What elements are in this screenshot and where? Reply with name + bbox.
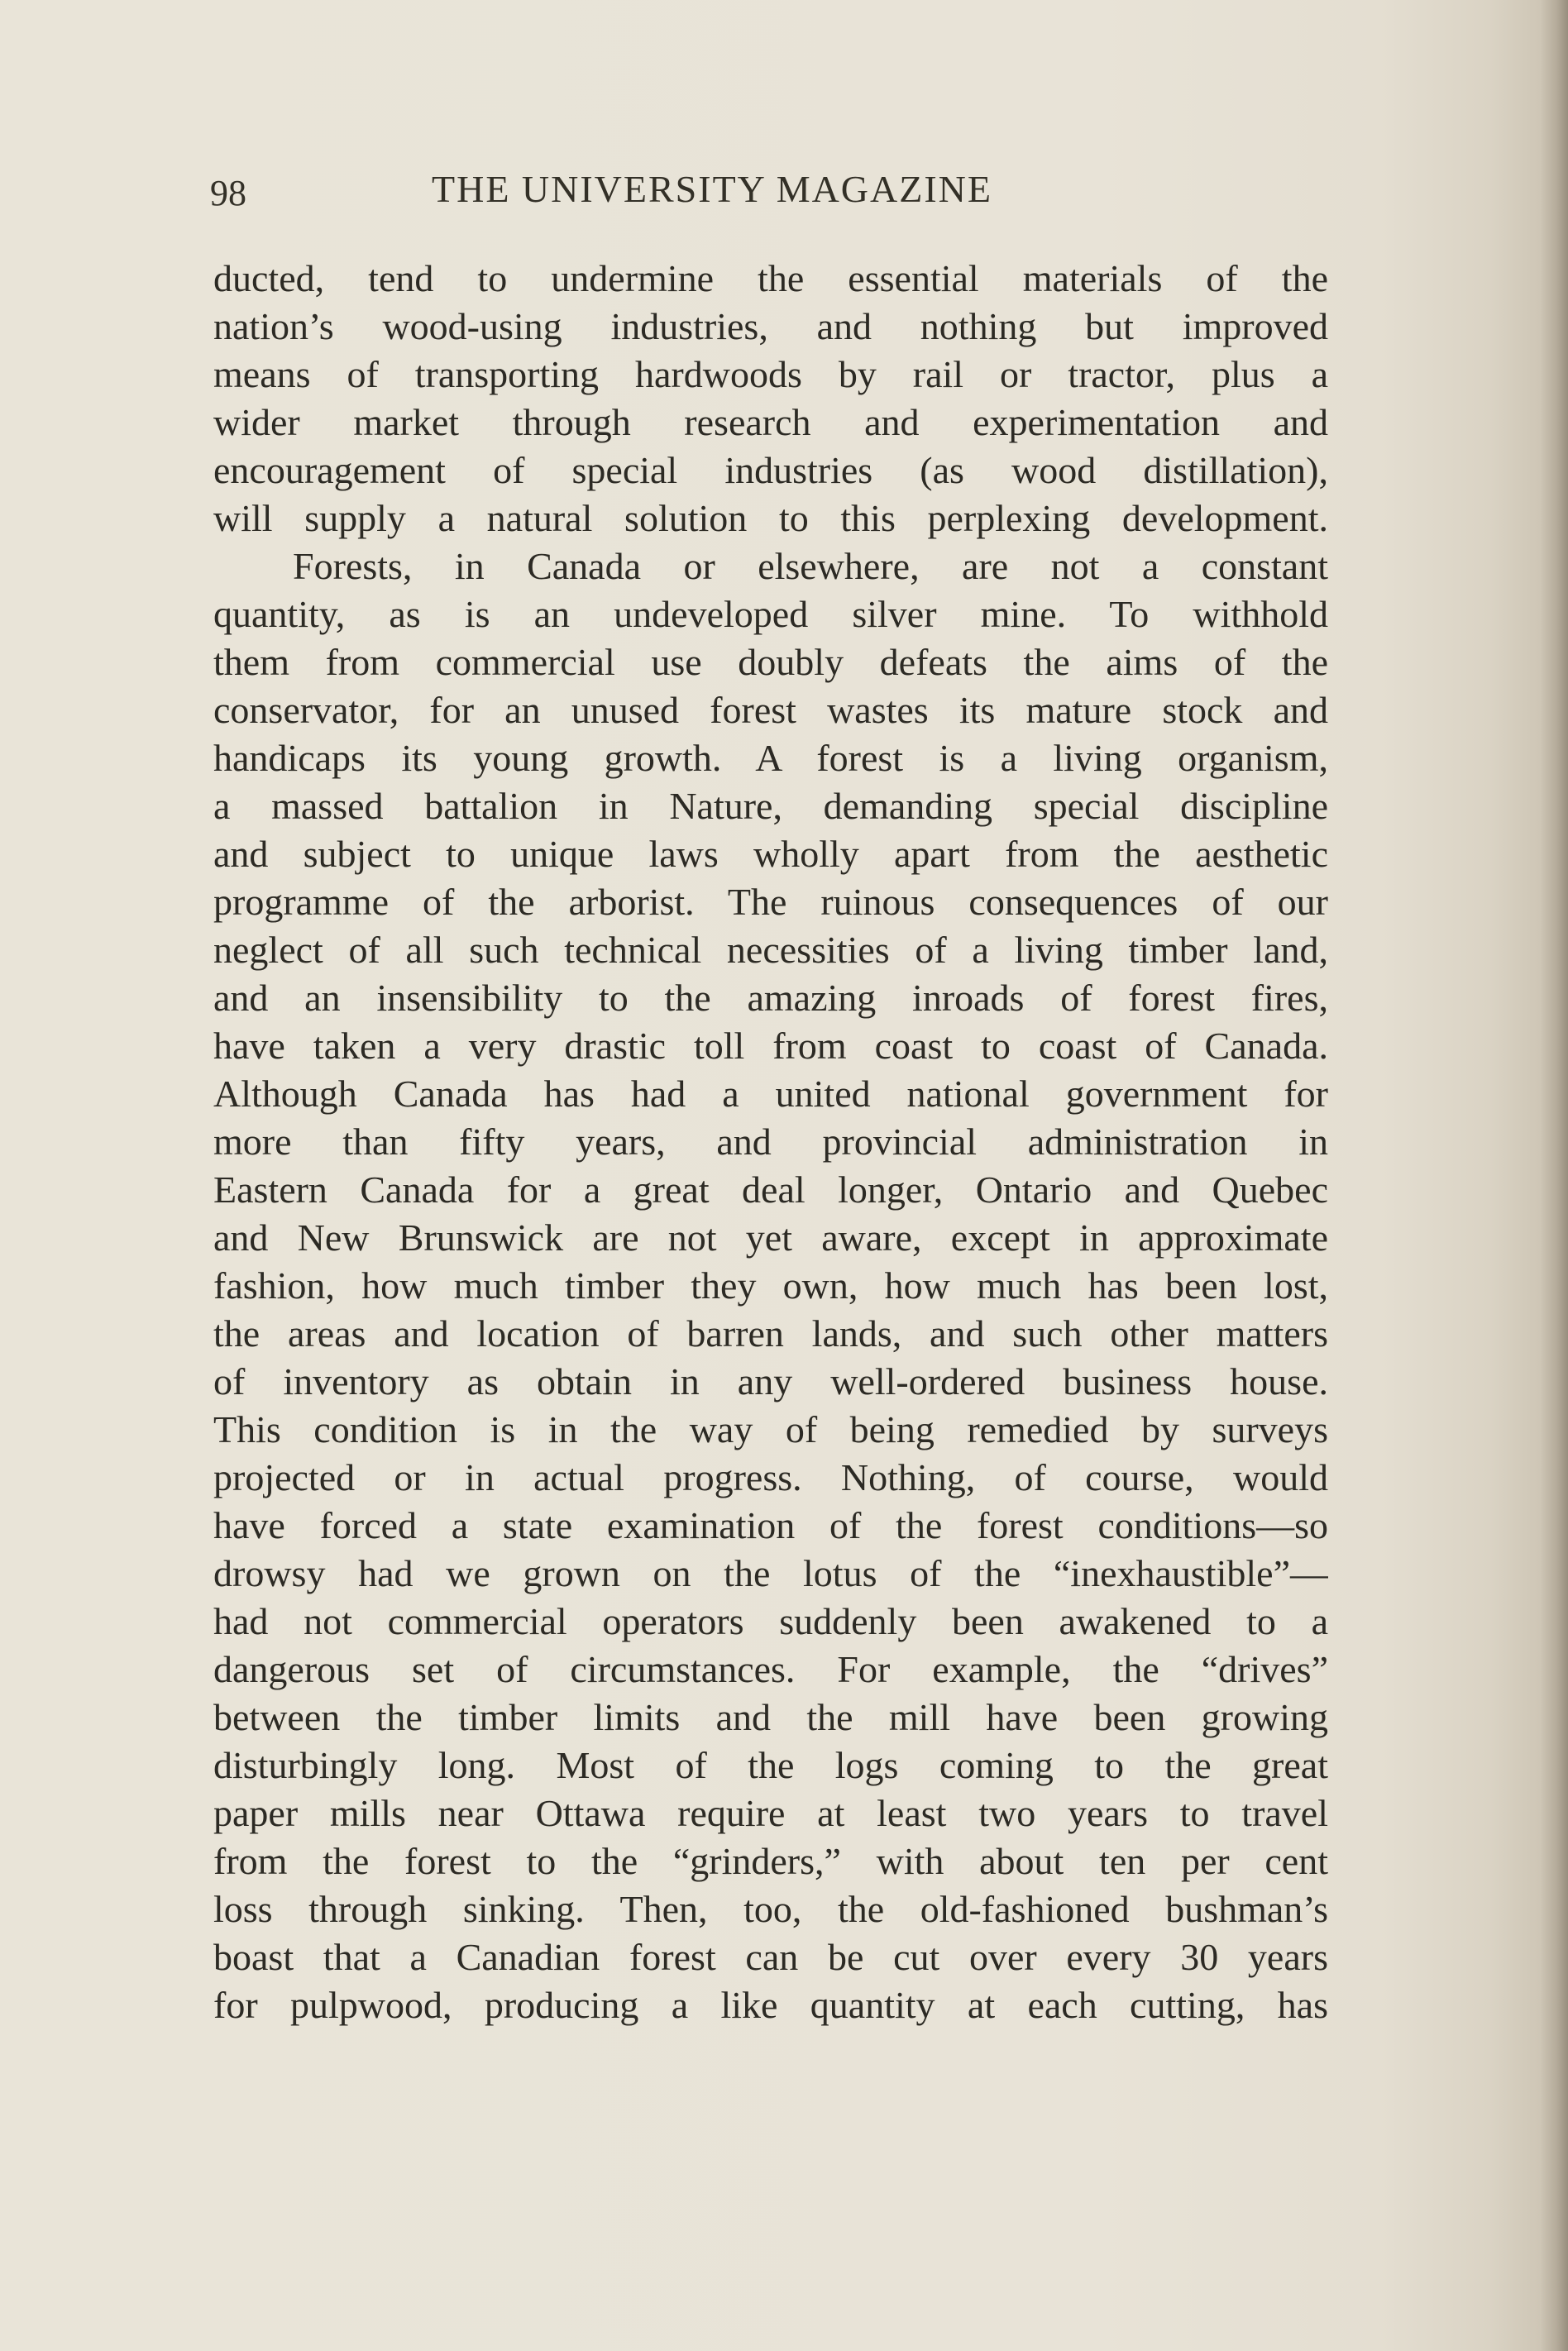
text-line: between the timber limits and the mill have been growing xyxy=(213,1696,1328,1738)
running-head xyxy=(210,164,1329,222)
text-line: from the forest to the “grinders,” with about ten per cent xyxy=(213,1840,1328,1882)
text-line: dangerous set of circumstances. For example, the “drives” xyxy=(213,1648,1328,1690)
text-line: means of transporting hardwoods by rail or tractor, plus a xyxy=(213,353,1328,395)
text-line: boast that a Canadian forest can be cut over every 30 years xyxy=(213,1936,1328,1978)
body-text xyxy=(213,255,1328,2029)
text-line: have taken a very drastic toll from coast to coast of Canada. xyxy=(213,1025,1328,1067)
text-line: neglect of all such technical necessities of a living timber land, xyxy=(213,929,1328,971)
text-line: fashion, how much timber they own, how much has been lost, xyxy=(213,1264,1328,1307)
text-line: them from commercial use doubly defeats the aims of the xyxy=(213,641,1328,683)
text-line: have forced a state examination of the forest conditions—so xyxy=(213,1504,1328,1546)
text-line: This condition is in the way of being remedied by surveys xyxy=(213,1408,1328,1450)
text-line: and an insensibility to the amazing inroads of forest fires, xyxy=(213,977,1328,1019)
text-line: the areas and location of barren lands, and such other matters xyxy=(213,1312,1328,1355)
text-line: ducted, tend to undermine the essential materials of the xyxy=(213,257,1328,299)
text-line: more than fifty years, and provincial administration in xyxy=(213,1121,1328,1163)
text-line: programme of the arborist. The ruinous consequences of our xyxy=(213,881,1328,923)
text-line: of inventory as obtain in any well-ordered business house. xyxy=(213,1360,1328,1402)
page-number: 98 xyxy=(210,173,246,213)
text-line: and New Brunswick are not yet aware, except in approximate xyxy=(213,1216,1328,1259)
text-line: projected or in actual progress. Nothing, of course, would xyxy=(213,1456,1328,1498)
magazine-title: THE UNIVERSITY MAGAZINE xyxy=(432,168,992,210)
text-line: Although Canada has had a united national government for xyxy=(213,1073,1328,1115)
text-line: quantity, as is an undeveloped silver mine. To withhold xyxy=(213,593,1328,635)
text-line: disturbingly long. Most of the logs coming to the great xyxy=(213,1744,1328,1786)
text-line: Eastern Canada for a great deal longer, Ontario and Quebec xyxy=(213,1168,1328,1211)
text-line: had not commercial operators suddenly been awakened to a xyxy=(213,1600,1328,1642)
text-line: handicaps its young growth. A forest is a living organism, xyxy=(213,737,1328,779)
page-edge-shadow xyxy=(1540,0,1568,2351)
text-line: encouragement of special industries (as wood distillation), xyxy=(213,449,1328,491)
text-line: and subject to unique laws wholly apart from the aesthetic xyxy=(213,833,1328,875)
text-line: paper mills near Ottawa require at least two years to travel xyxy=(213,1792,1328,1834)
text-line: for pulpwood, producing a like quantity at each cutting, has xyxy=(213,1984,1328,2026)
text-line: a massed battalion in Nature, demanding special discipline xyxy=(213,785,1328,827)
text-line: nation’s wood-using industries, and nothing but improved xyxy=(213,305,1328,347)
paragraph-start-line: Forests, in Canada or elsewhere, are not a constant xyxy=(293,545,1328,587)
text-line: wider market through research and experimentation and xyxy=(213,401,1328,443)
text-line: loss through sinking. Then, too, the old-fashioned bushman’s xyxy=(213,1888,1328,1930)
text-line: drowsy had we grown on the lotus of the “inexhaustible”— xyxy=(213,1552,1328,1594)
text-line: conservator, for an unused forest wastes its mature stock and xyxy=(213,689,1328,731)
text-line: will supply a natural solution to this perplexing development. xyxy=(213,497,1328,539)
